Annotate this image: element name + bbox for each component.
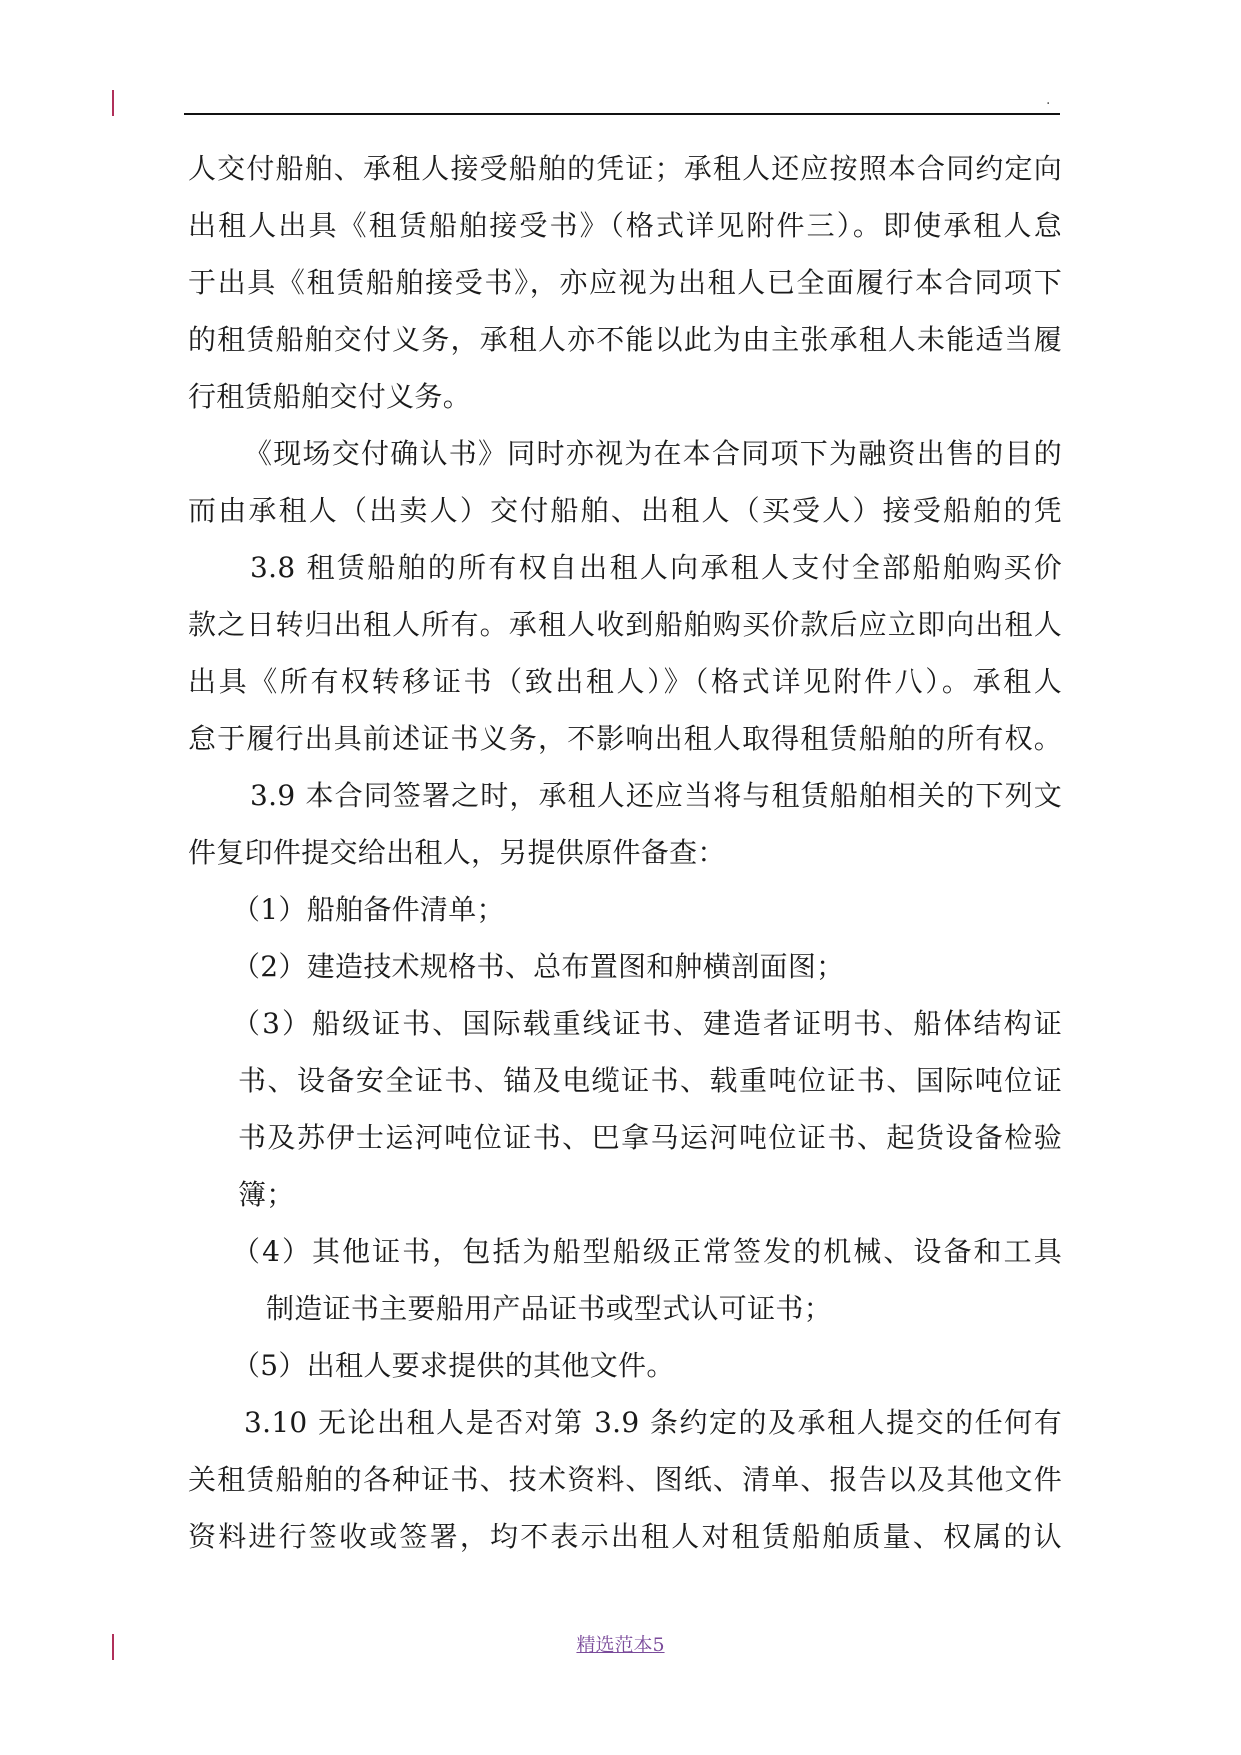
text-line: 于出具《租赁船舶接受书》，亦应视为出租人已全面履行本合同项下 [188, 266, 1062, 299]
text-line: 资料进行签收或签署，均不表示出租人对租赁船舶质量、权属的认 [188, 1520, 1062, 1553]
list-item: （3）船级证书、国际载重线证书、建造者证明书、船体结构证 [232, 1007, 1062, 1040]
list-item: （1）船舶备件清单； [232, 893, 505, 926]
text-line: 出租人出具《租赁船舶接受书》（格式详见附件三）。即使承租人怠 [188, 209, 1062, 242]
text-line: 行租赁船舶交付义务。 [188, 380, 472, 413]
list-item-continuation: 簿； [238, 1178, 295, 1211]
list-item-continuation: 书、设备安全证书、锚及电缆证书、载重吨位证书、国际吨位证 [238, 1064, 1062, 1097]
text-line: 人交付船舶、承租人接受船舶的凭证；承租人还应按照本合同约定向 [188, 152, 1062, 185]
list-item: （4）其他证书，包括为船型船级正常签发的机械、设备和工具 [232, 1235, 1062, 1268]
document-body [188, 140, 1062, 1565]
page-number: 5 [652, 1634, 665, 1656]
text-line: 出具《所有权转移证书（致出租人）》（格式详见附件八）。承租人 [188, 665, 1062, 698]
text-line: 款之日转归出租人所有。承租人收到船舶购买价款后应立即向出租人 [188, 608, 1062, 641]
text-line: 的租赁船舶交付义务，承租人亦不能以此为由主张承租人未能适当履 [188, 323, 1062, 356]
list-item-continuation: 制造证书主要船用产品证书或型式认可证书； [266, 1292, 833, 1325]
footer-link-text[interactable]: 精选范本 [576, 1634, 653, 1656]
footer-link[interactable] [0, 1630, 1241, 1657]
list-item-continuation: 书及苏伊士运河吨位证书、巴拿马运河吨位证书、起货设备检验 [238, 1121, 1062, 1154]
text-line: 怠于履行出具前述证书义务，不影响出租人取得租赁船舶的所有权。 [188, 722, 1062, 755]
text-line: 关租赁船舶的各种证书、技术资料、图纸、清单、报告以及其他文件 [188, 1463, 1062, 1496]
text-line: 3.8 租赁船舶的所有权自出租人向承租人支付全部船舶购买价 [250, 551, 1062, 584]
list-item: （2）建造技术规格书、总布置图和舯横剖面图； [232, 950, 845, 983]
text-line: 《现场交付确认书》同时亦视为在本合同项下为融资出售的目的 [244, 437, 1062, 470]
list-item: （5）出租人要求提供的其他文件。 [232, 1349, 675, 1382]
text-line: 3.10 无论出租人是否对第 3.9 条约定的及承租人提交的任何有 [244, 1406, 1062, 1439]
top-left-corner-mark [112, 90, 114, 116]
text-line: 3.9 本合同签署之时，承租人还应当将与租赁船舶相关的下列文 [250, 779, 1062, 812]
header-mark: . [1046, 92, 1051, 108]
header-rule [184, 113, 1060, 115]
text-line: 件复印件提交给出租人，另提供原件备查： [188, 836, 726, 869]
text-line: 而由承租人（出卖人）交付船舶、出租人（买受人）接受船舶的凭 [188, 494, 1062, 527]
